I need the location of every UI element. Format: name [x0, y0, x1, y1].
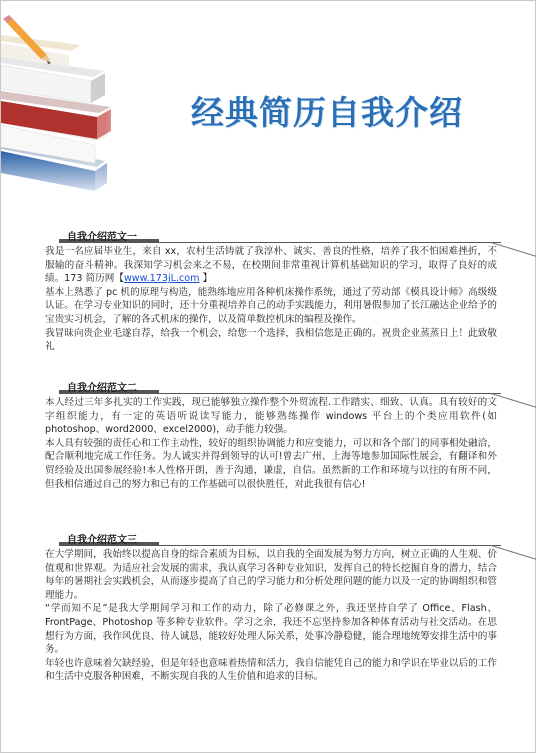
section-heading-label: 自我介绍范文二 — [67, 383, 137, 394]
section-1-paragraph-1: 我是一名应届毕业生，来自 xx，农村生活铸就了我淳朴、诚实、善良的性格，培养了我不怕困难挫折，不服输的奋斗精神。我深知学习机会来之不易，在校期间非常重视计算机基础知识的学习，取得了良好的成绩。173 简历网【www.173jL.com 】 — [45, 246, 497, 285]
section-1 — [45, 227, 497, 354]
section-2-paragraph-1: 本人经过三年多扎实的工作实践，现已能够独立操作整个外贸流程.工作踏实、细致、认真。具有较好的文字组织能力，有一定的英语听说读写能力，能够熟练操作 windows 平台上的个类应用软件(如 photoshop、word2000、excel2000)，动手能力较强。 — [45, 397, 497, 436]
section-1-paragraph-3: 我冒昧向贵企业毛遂自荐，给我一个机会，给您一个选择，我相信您是正确的。祝贵企业蒸蒸日上！此致敬礼 — [45, 327, 497, 353]
section-2-paragraph-2: 本人具有较强的责任心和工作主动性，较好的组织协调能力和应变能力，可以和各个部门的同事相处融洽，配合顺利地完成工作任务。为人诚实并得到领导的认可!曾去广州、上海等地参加国际性展会，有翻译和外贸经验及出国参展经验!本人性格开朗，善于沟通，谦虚，自信。虽然新的工作和环境与以往的有所不同，但我相信通过自己的努力和已有的工作基础可以很快胜任，对此我很有信心! — [45, 437, 497, 490]
books-pencil-illustration — [1, 1, 141, 201]
section-3-heading — [45, 530, 497, 546]
section-3 — [45, 530, 497, 684]
section-3-paragraph-2: “学而知不足”是我大学期间学习和工作的动力，除了必修课之外，我还坚持自学了 Office、Flash、FrontPage、Photoshop 等多种专业软件。学习之余，我还不忘坚持参加各种体育活动与社交活动。在思想行为方面，我作风优良、待人诚恳，能较好处理人际关系，处事冷静稳健，能合理地统筹安排生活中的事务。 — [45, 603, 497, 656]
site-link[interactable]: www.173jL.com — [123, 273, 200, 285]
section-3-paragraph-1: 在大学期间，我始终以提高自身的综合素质为目标，以自我的全面发展为努力方向，树立正确的人生观、价值观和世界观。为适应社会发展的需求，我认真学习各种专业知识，发挥自己的特长挖掘自身的潜力，结合每年的暑期社会实践机会，从而逐步提高了自己的学习能力和分析处理问题的能力以及一定的协调组织和管理能力。 — [45, 549, 497, 601]
section-1-paragraph-2: 基本上熟悉了 pc 机的原理与构造，能熟练地应用各种机床操作系统，通过了劳动部《模具设计师》高级级认证。在学习专业知识的同时，还十分重视培养自己的动手实践能力，利用暑假参加了长江融达企业给予的宝贵实习机会，了解的各式机床的操作，以及简单数控机床的编程及操作。 — [45, 286, 497, 325]
section-2 — [45, 378, 497, 491]
section-heading-label: 自我介绍范文三 — [67, 535, 137, 546]
section-1-heading — [45, 227, 497, 243]
section-3-paragraph-3: 年轻也许意味着欠缺经验，但是年轻也意味着热情和活力，我自信能凭自己的能力和学识在毕业以后的工作和生活中克服各种困难，不断实现自我的人生价值和追求的目标。 — [45, 657, 497, 683]
section-heading-label: 自我介绍范文一 — [67, 232, 137, 243]
section-2-heading — [45, 378, 497, 394]
page-title: 经典简历自我介绍 — [191, 93, 463, 132]
